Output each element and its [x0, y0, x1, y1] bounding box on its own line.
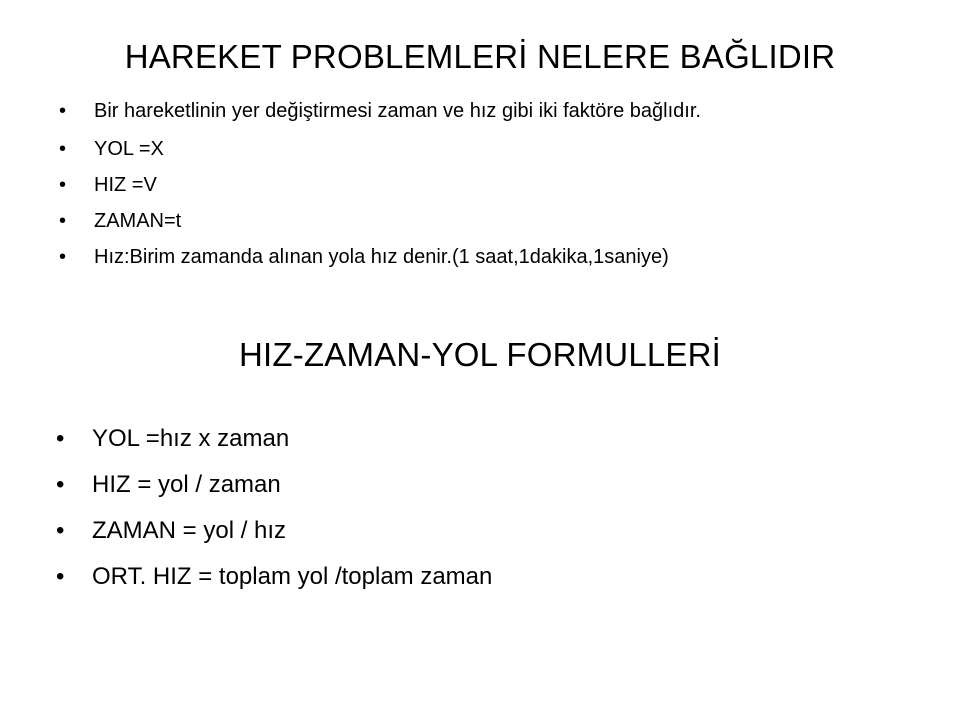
list-item	[58, 100, 858, 122]
section-title: HIZ-ZAMAN-YOL FORMULLERİ	[238, 336, 722, 373]
list-item	[56, 563, 856, 591]
list-item-text: Bir hareketlinin yer değiştirmesi zaman ve hız gibi iki faktöre bağlıdır.	[94, 100, 701, 122]
list-item-text: ORT. HIZ = toplam yol /toplam zaman	[92, 563, 493, 590]
list-item	[56, 425, 856, 453]
list-item-text: YOL =hız x zaman	[92, 425, 290, 452]
list-item	[58, 210, 858, 232]
list-item	[56, 471, 856, 499]
bullet-icon: •	[56, 471, 65, 498]
bullet-icon: •	[59, 210, 67, 232]
list-item-text: YOL =X	[94, 138, 164, 160]
bullet-icon: •	[59, 174, 67, 196]
bullet-list-formulas	[56, 425, 856, 609]
bullet-icon: •	[56, 425, 65, 452]
list-item-text: HIZ =V	[94, 174, 157, 196]
list-item	[58, 246, 858, 268]
bullet-icon: •	[59, 246, 67, 268]
bullet-icon: •	[56, 517, 65, 544]
bullet-icon: •	[59, 138, 67, 160]
bullet-icon: •	[59, 100, 67, 122]
bullet-icon: •	[56, 563, 65, 590]
list-item-text: ZAMAN=t	[94, 210, 182, 232]
list-item	[58, 174, 858, 196]
list-item	[58, 138, 858, 160]
list-item-text: Hız:Birim zamanda alınan yola hız denir.(1 saat,1dakika,1saniye)	[94, 246, 669, 268]
list-item-text: HIZ = yol / zaman	[92, 471, 281, 498]
list-item-text: ZAMAN = yol / hız	[92, 517, 287, 544]
bullet-list-definitions	[58, 100, 858, 282]
slide-title: HAREKET PROBLEMLERİ NELERE BAĞLIDIR	[124, 38, 836, 75]
list-item	[56, 517, 856, 545]
